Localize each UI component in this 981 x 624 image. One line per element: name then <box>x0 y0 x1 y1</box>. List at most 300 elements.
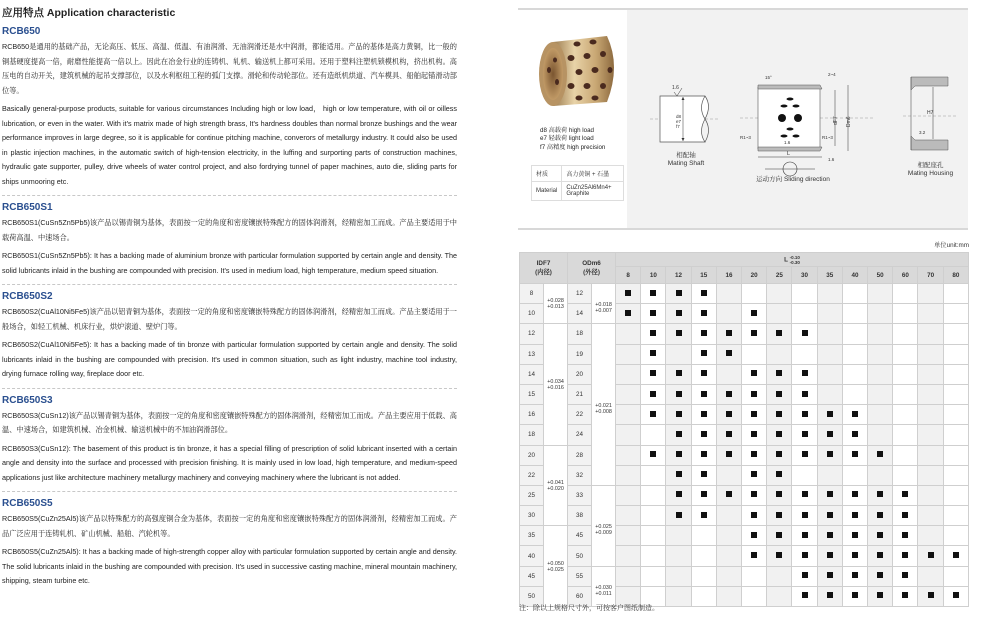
availability-cell <box>817 405 842 425</box>
availability-cell <box>842 384 867 404</box>
available-square-icon <box>751 512 757 518</box>
availability-cell <box>918 344 943 364</box>
inner-diameter: 13 <box>520 344 544 364</box>
svg-text:R1~3: R1~3 <box>740 135 751 140</box>
tol-upper: +0.021 <box>595 403 612 410</box>
description-zh: RCB650S1(CuSn5Zn5Pb5)该产品以锡青铜为基体，表面按一定的角度和密度镶嵌特殊配方的固体润滑剂，经精密加工而成。产品主要适用于中载荷高温、中速场合。 <box>2 218 457 242</box>
available-square-icon <box>650 310 656 316</box>
available-square-icon <box>776 512 782 518</box>
availability-cell <box>817 324 842 344</box>
available-square-icon <box>802 451 808 457</box>
length-column-header: 16 <box>716 267 741 284</box>
section-title: RCB650S5 <box>2 498 53 509</box>
availability-cell <box>792 445 817 465</box>
available-square-icon <box>751 532 757 538</box>
available-square-icon <box>802 572 808 578</box>
availability-cell <box>742 304 767 324</box>
mating-housing-drawing <box>903 72 958 162</box>
table-row <box>520 304 969 324</box>
available-square-icon <box>802 552 808 558</box>
table-row <box>520 364 969 384</box>
table-row <box>520 344 969 364</box>
availability-cell <box>817 566 842 586</box>
availability-cell <box>817 304 842 324</box>
availability-cell <box>666 384 691 404</box>
available-square-icon <box>701 370 707 376</box>
availability-cell <box>893 405 918 425</box>
mating-shaft-caption <box>656 152 716 168</box>
availability-cell <box>792 324 817 344</box>
available-square-icon <box>751 411 757 417</box>
available-square-icon <box>776 391 782 397</box>
availability-cell <box>716 304 741 324</box>
available-square-icon <box>827 592 833 598</box>
available-square-icon <box>751 370 757 376</box>
section-rcb650 <box>2 24 457 196</box>
availability-cell <box>868 566 893 586</box>
availability-cell <box>943 384 968 404</box>
availability-cell <box>716 324 741 344</box>
tol-lower: +0.007 <box>595 308 612 315</box>
availability-cell <box>742 284 767 304</box>
table-row <box>520 546 969 566</box>
availability-cell <box>943 324 968 344</box>
available-square-icon <box>877 572 883 578</box>
length-column-header: 25 <box>767 267 792 284</box>
availability-cell <box>666 586 691 606</box>
availability-cell <box>666 304 691 324</box>
available-square-icon <box>776 471 782 477</box>
availability-cell <box>817 465 842 485</box>
availability-cell <box>691 506 716 526</box>
availability-cell <box>943 546 968 566</box>
available-square-icon <box>751 310 757 316</box>
tol-lower: +0.013 <box>547 304 564 311</box>
od-tolerance <box>592 485 616 566</box>
availability-cell <box>641 506 666 526</box>
table-row <box>520 506 969 526</box>
inner-diameter: 50 <box>520 586 544 606</box>
availability-cell <box>767 526 792 546</box>
material-label-en: Material <box>532 182 562 201</box>
availability-cell <box>767 384 792 404</box>
available-square-icon <box>928 552 934 558</box>
inner-diameter: 10 <box>520 304 544 324</box>
available-square-icon <box>802 431 808 437</box>
availability-cell <box>641 425 666 445</box>
availability-cell <box>792 566 817 586</box>
availability-cell <box>792 344 817 364</box>
available-square-icon <box>877 532 883 538</box>
fit-high-load: d8 高载荷 high load <box>540 127 594 134</box>
available-square-icon <box>676 370 682 376</box>
length-label: L <box>784 256 788 264</box>
availability-cell <box>893 506 918 526</box>
available-square-icon <box>650 391 656 397</box>
mating-housing-caption <box>903 162 958 178</box>
tol-upper: +0.050 <box>547 560 564 567</box>
available-square-icon <box>852 572 858 578</box>
availability-cell <box>767 465 792 485</box>
availability-cell <box>842 586 867 606</box>
availability-cell <box>918 284 943 304</box>
availability-cell <box>918 465 943 485</box>
availability-cell <box>666 445 691 465</box>
available-square-icon <box>877 491 883 497</box>
availability-cell <box>918 364 943 384</box>
availability-cell <box>842 485 867 505</box>
available-square-icon <box>751 451 757 457</box>
inner-diameter: 22 <box>520 465 544 485</box>
od-tolerance <box>592 284 616 324</box>
outer-diameter: 28 <box>568 445 592 465</box>
availability-cell <box>943 566 968 586</box>
availability-cell <box>691 485 716 505</box>
availability-cell <box>792 405 817 425</box>
availability-cell <box>666 284 691 304</box>
available-square-icon <box>776 330 782 336</box>
availability-cell <box>691 384 716 404</box>
availability-cell <box>943 425 968 445</box>
material-value-en: CuZn25Al6Mn4+ Graphite <box>562 182 624 201</box>
availability-cell <box>918 546 943 566</box>
availability-cell <box>842 526 867 546</box>
availability-cell <box>767 284 792 304</box>
length-column-header: 8 <box>616 267 641 284</box>
availability-cell <box>616 465 641 485</box>
inner-diameter: 8 <box>520 284 544 304</box>
available-square-icon <box>650 411 656 417</box>
available-square-icon <box>751 491 757 497</box>
table-row <box>520 425 969 445</box>
availability-cell <box>893 546 918 566</box>
availability-cell <box>868 324 893 344</box>
svg-text:f7: f7 <box>676 124 680 129</box>
available-square-icon <box>676 431 682 437</box>
od-header-sub: (外径) <box>583 269 600 276</box>
availability-cell <box>817 364 842 384</box>
outer-diameter: 21 <box>568 384 592 404</box>
availability-cell <box>792 304 817 324</box>
caption-en: Mating Housing <box>907 170 954 177</box>
availability-cell <box>767 405 792 425</box>
availability-cell <box>842 506 867 526</box>
availability-cell <box>868 284 893 304</box>
availability-cell <box>868 445 893 465</box>
availability-cell <box>817 425 842 445</box>
available-square-icon <box>676 310 682 316</box>
availability-cell <box>842 445 867 465</box>
availability-cell <box>792 425 817 445</box>
caption-zh: 相配轴 <box>676 152 696 159</box>
availability-cell <box>792 384 817 404</box>
length-tol-upper: -0.10 <box>789 254 800 260</box>
outer-diameter: 60 <box>568 586 592 606</box>
availability-cell <box>691 586 716 606</box>
tol-upper: +0.030 <box>595 584 612 591</box>
availability-cell <box>691 546 716 566</box>
availability-cell <box>641 445 666 465</box>
availability-cell <box>742 344 767 364</box>
available-square-icon <box>827 451 833 457</box>
availability-cell <box>742 506 767 526</box>
availability-cell <box>616 284 641 304</box>
available-square-icon <box>676 451 682 457</box>
outer-diameter: 55 <box>568 566 592 586</box>
availability-cell <box>842 364 867 384</box>
available-square-icon <box>802 532 808 538</box>
availability-cell <box>716 485 741 505</box>
availability-cell <box>742 526 767 546</box>
size-rows <box>520 284 969 607</box>
available-square-icon <box>701 431 707 437</box>
available-square-icon <box>852 552 858 558</box>
availability-cell <box>918 405 943 425</box>
description-zh: RCB650是通用的基础产品，无论高压、低压、高温、低温、有油润滑、无油润滑还是水中润滑，都能适用。产品的基体是高力黄铜，比一般的铜基硬度提高一倍，耐磨性能提高一倍以上。因此在冶金行业的连铸机、轧机、输送机上都可采用。还用于塑料注塑机锁模机构，挤出机构。高压电的自动开关，建筑机械的起吊支撑部位，以及水利枢纽工程的弧门支撑。滑轮和传动轮部位。还有造纸机烘道、汽车模具、船舶起锚滑动部位等。 <box>2 42 457 95</box>
section-rcb650s3 <box>2 393 457 493</box>
availability-cell <box>691 364 716 384</box>
table-row <box>520 485 969 505</box>
material-value-zh: 高力黄铜 + 石墨 <box>562 166 624 182</box>
fit-high-precision: f7 高精度 high precision <box>540 143 606 151</box>
svg-text:3.2: 3.2 <box>919 130 926 135</box>
available-square-icon <box>676 330 682 336</box>
available-square-icon <box>701 512 707 518</box>
available-square-icon <box>751 391 757 397</box>
availability-cell <box>716 405 741 425</box>
table-row <box>520 324 969 344</box>
availability-cell <box>767 425 792 445</box>
availability-cell <box>767 304 792 324</box>
availability-cell <box>716 364 741 384</box>
length-column-header: 12 <box>666 267 691 284</box>
svg-text:1.6: 1.6 <box>828 157 835 162</box>
bushing-product-image <box>535 30 625 110</box>
tol-upper: +0.028 <box>547 298 564 305</box>
availability-cell <box>918 304 943 324</box>
availability-cell <box>893 526 918 546</box>
availability-cell <box>817 284 842 304</box>
available-square-icon <box>625 310 631 316</box>
available-square-icon <box>827 411 833 417</box>
availability-cell <box>943 526 968 546</box>
available-square-icon <box>852 512 858 518</box>
availability-cell <box>767 566 792 586</box>
description-zh: RCB650S5(CuZn25Al5)该产品以特殊配方的高强度铜合金为基体，表面按一定的角度和密度镶嵌特殊配方的固体润滑剂，经精密加工而成。产品广泛应用于连铸轧机、矿山机械、船舶、汽轮机等。 <box>2 514 457 538</box>
tol-upper: +0.034 <box>547 378 564 385</box>
availability-cell <box>943 284 968 304</box>
available-square-icon <box>650 451 656 457</box>
availability-cell <box>616 405 641 425</box>
inner-diameter: 14 <box>520 364 544 384</box>
availability-cell <box>817 485 842 505</box>
availability-cell <box>716 506 741 526</box>
availability-cell <box>842 566 867 586</box>
availability-cell <box>943 445 968 465</box>
length-column-header: 35 <box>817 267 842 284</box>
available-square-icon <box>751 552 757 558</box>
section-title: RCB650S1 <box>2 202 53 213</box>
available-square-icon <box>776 491 782 497</box>
id-tolerance <box>544 284 568 324</box>
availability-cell <box>767 445 792 465</box>
available-square-icon <box>776 411 782 417</box>
available-square-icon <box>902 592 908 598</box>
availability-cell <box>641 465 666 485</box>
table-row <box>520 284 969 304</box>
availability-cell <box>742 566 767 586</box>
available-square-icon <box>776 552 782 558</box>
availability-cell <box>641 405 666 425</box>
available-square-icon <box>701 350 707 356</box>
availability-cell <box>742 425 767 445</box>
available-square-icon <box>726 491 732 497</box>
availability-cell <box>742 465 767 485</box>
availability-cell <box>691 304 716 324</box>
od-header-label: ODm6 <box>582 260 601 267</box>
available-square-icon <box>877 552 883 558</box>
available-square-icon <box>726 431 732 437</box>
availability-cell <box>792 364 817 384</box>
table-row <box>520 526 969 546</box>
available-square-icon <box>802 391 808 397</box>
available-square-icon <box>701 411 707 417</box>
availability-cell <box>943 506 968 526</box>
available-square-icon <box>776 532 782 538</box>
availability-cell <box>616 364 641 384</box>
table-row <box>520 566 969 586</box>
od-tolerance <box>592 566 616 606</box>
availability-cell <box>691 405 716 425</box>
available-square-icon <box>852 411 858 417</box>
availability-cell <box>716 526 741 546</box>
available-square-icon <box>928 592 934 598</box>
available-square-icon <box>902 491 908 497</box>
fit-light-load: e7 轻载荷 light load <box>540 135 594 143</box>
available-square-icon <box>676 391 682 397</box>
availability-cell <box>918 324 943 344</box>
caption-en: Mating Shaft <box>667 160 705 167</box>
section-rcb650s2 <box>2 289 457 389</box>
id-header <box>520 253 568 284</box>
availability-cell <box>842 304 867 324</box>
availability-cell <box>868 425 893 445</box>
svg-text:H7: H7 <box>927 110 934 116</box>
available-square-icon <box>852 592 858 598</box>
fit-legend <box>540 127 605 152</box>
outer-diameter: 33 <box>568 485 592 505</box>
availability-cell <box>893 465 918 485</box>
available-square-icon <box>751 431 757 437</box>
available-square-icon <box>701 310 707 316</box>
outer-diameter: 12 <box>568 284 592 304</box>
availability-cell <box>742 384 767 404</box>
available-square-icon <box>827 552 833 558</box>
available-square-icon <box>751 330 757 336</box>
available-square-icon <box>676 411 682 417</box>
availability-cell <box>918 445 943 465</box>
availability-cell <box>742 405 767 425</box>
availability-cell <box>792 546 817 566</box>
caption-zh: 相配座孔 <box>917 162 944 169</box>
availability-cell <box>716 384 741 404</box>
availability-cell <box>691 344 716 364</box>
inner-diameter: 12 <box>520 324 544 344</box>
available-square-icon <box>827 532 833 538</box>
available-square-icon <box>701 471 707 477</box>
sliding-direction-caption: 运动方向 Sliding direction <box>756 176 830 183</box>
availability-cell <box>666 485 691 505</box>
length-column-header: 70 <box>918 267 943 284</box>
availability-cell <box>716 546 741 566</box>
availability-cell <box>943 304 968 324</box>
description-en: RCB650S2(CuAl10Ni5Fe5): It has a backing made of tin bronze with particular formulation supported by certain angle and density. The solid lubricants inlaid in the bushing are compounded with precision. It's used in common situation, such as light industry, machine tool industry, drying furnace rolling way, fireplace door etc. <box>2 340 457 378</box>
available-square-icon <box>902 552 908 558</box>
section-rcb650s1 <box>2 200 457 285</box>
availability-cell <box>641 344 666 364</box>
availability-cell <box>742 364 767 384</box>
availability-cell <box>792 284 817 304</box>
available-square-icon <box>852 431 858 437</box>
availability-cell <box>767 506 792 526</box>
svg-text:d8: d8 <box>676 114 682 119</box>
availability-cell <box>817 586 842 606</box>
availability-cell <box>868 526 893 546</box>
available-square-icon <box>701 330 707 336</box>
table-row <box>520 405 969 425</box>
availability-cell <box>943 364 968 384</box>
availability-cell <box>792 526 817 546</box>
availability-cell <box>666 364 691 384</box>
description-zh: RCB650S2(CuAl10Ni5Fe5)该产品以铝青铜为基体，表面按一定的角度和密度镶嵌特殊配方的固体润滑剂，经精密加工而成。产品主要适用于一般场合，如轻工机械、机床行业，烘炉滚道、壁炉门等。 <box>2 307 457 331</box>
size-specification-table <box>519 252 969 607</box>
availability-cell <box>792 586 817 606</box>
availability-cell <box>943 405 968 425</box>
available-square-icon <box>902 512 908 518</box>
available-square-icon <box>701 451 707 457</box>
availability-cell <box>616 485 641 505</box>
outer-diameter: 50 <box>568 546 592 566</box>
id-tolerance <box>544 324 568 445</box>
availability-cell <box>742 445 767 465</box>
available-square-icon <box>877 451 883 457</box>
available-square-icon <box>701 491 707 497</box>
availability-cell <box>767 485 792 505</box>
availability-cell <box>641 304 666 324</box>
availability-cell <box>842 324 867 344</box>
available-square-icon <box>802 491 808 497</box>
svg-text:15°: 15° <box>765 75 772 80</box>
availability-cell <box>893 445 918 465</box>
availability-cell <box>918 566 943 586</box>
availability-cell <box>792 506 817 526</box>
availability-cell <box>616 384 641 404</box>
tol-lower: +0.016 <box>547 384 564 391</box>
availability-cell <box>641 384 666 404</box>
inner-diameter: 20 <box>520 445 544 465</box>
length-column-header: 60 <box>893 267 918 284</box>
tol-lower: +0.025 <box>547 566 564 573</box>
available-square-icon <box>726 451 732 457</box>
availability-cell <box>817 344 842 364</box>
id-tolerance <box>544 445 568 526</box>
availability-cell <box>616 445 641 465</box>
length-column-header: 80 <box>943 267 968 284</box>
unit-label: 单位unit:mm <box>934 242 969 249</box>
tol-lower: +0.008 <box>595 409 612 416</box>
inner-diameter: 35 <box>520 526 544 546</box>
available-square-icon <box>776 431 782 437</box>
